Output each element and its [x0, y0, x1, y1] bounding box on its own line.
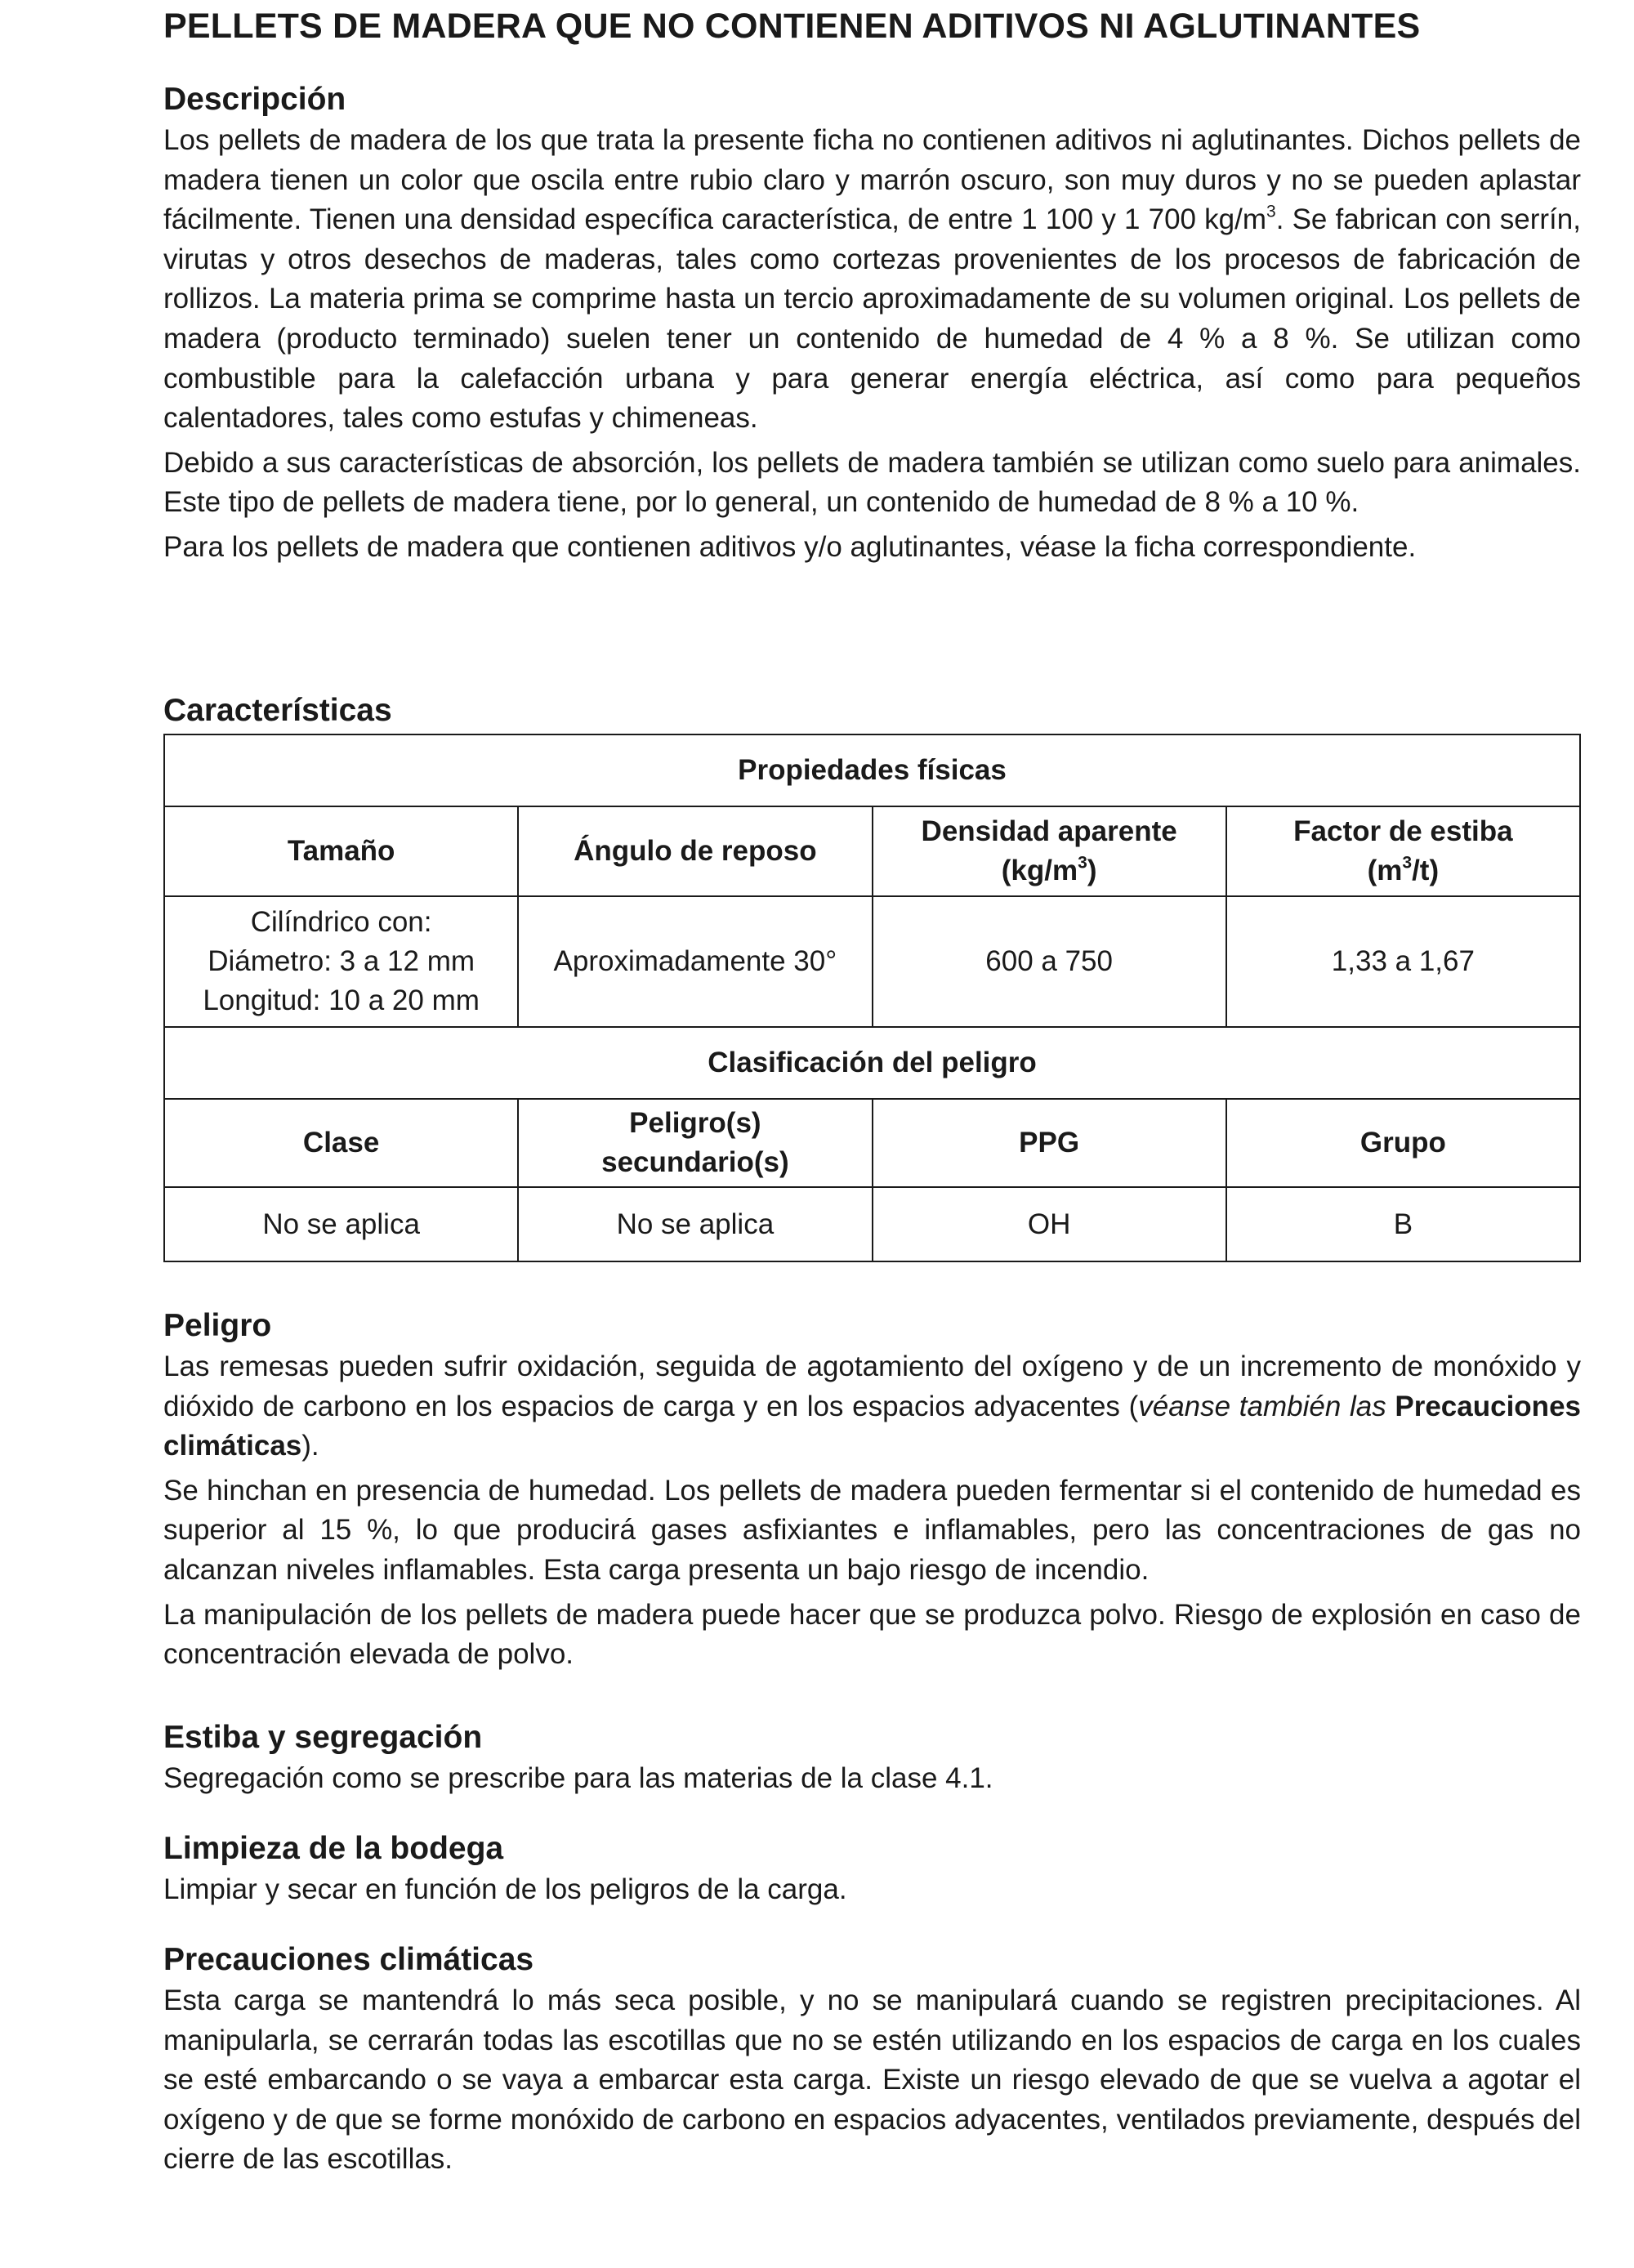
peligro-paragraph-1: Las remesas pueden sufrir oxidación, seguida de agotamiento del oxígeno y de un incremento de monóxido y dióxido de carbono en los espacios de carga y en los espacios adyacentes (véanse también las Precauciones climáticas). — [163, 1351, 1581, 1462]
value-angle-of-repose: Aproximadamente 30° — [518, 896, 872, 1027]
table-row — [164, 1027, 1580, 1099]
hazard-classification-title: Clasificación del peligro — [164, 1027, 1580, 1099]
table-row — [164, 1099, 1580, 1187]
heading-estiba: Estiba y segregación — [163, 1720, 483, 1755]
peligro-paragraph-3: La manipulación de los pellets de madera puede hacer que se produzca polvo. Riesgo de explosión en caso de concentración elevada de polvo. — [163, 1598, 1581, 1671]
characteristics-table — [163, 734, 1581, 1262]
descripcion-paragraph-2: Debido a sus características de absorción, los pellets de madera también se utilizan como suelo para animales. Este tipo de pellets de madera tiene, por lo general, un contenido de humedad de 8 % a 10 %. — [163, 446, 1581, 519]
table-row — [164, 806, 1580, 896]
header-secondary-hazards: Peligro(s) secundario(s) — [518, 1099, 872, 1187]
heading-peligro: Peligro — [163, 1308, 272, 1343]
physical-properties-title: Propiedades físicas — [164, 734, 1580, 806]
peligro-paragraph-2: Se hinchan en presencia de humedad. Los pellets de madera pueden fermentar si el contenido de humedad es superior al 15 %, lo que producirá gases asfixiantes e inflamables, pero las concentraciones de gas no alcanzan niveles inflamables. Esta carga presenta un bajo riesgo de incendio. — [163, 1474, 1581, 1586]
bulk-density-label: Densidad aparente — [921, 815, 1177, 847]
superscript-3: 3 — [1266, 202, 1276, 221]
estiba-paragraph-1: Segregación como se prescribe para las materias de la clase 4.1. — [163, 1762, 993, 1794]
header-angle-of-repose: Ángulo de reposo — [518, 806, 872, 896]
section-limpieza — [163, 1828, 1581, 1910]
value-size: Cilíndrico con: Diámetro: 3 a 12 mm Longitud: 10 a 20 mm — [164, 896, 518, 1027]
header-bulk-density — [873, 806, 1226, 896]
header-size: Tamaño — [164, 806, 518, 896]
stowage-factor-unit: $(m^3/t)$ — [1367, 853, 1440, 886]
section-peligro — [163, 1305, 1581, 1675]
table-row — [164, 734, 1580, 806]
stowage-factor-label: Factor de estiba — [1293, 815, 1513, 847]
value-class: No se aplica — [164, 1187, 518, 1261]
section-estiba — [163, 1717, 1581, 1799]
section-caracteristicas — [163, 690, 1581, 732]
header-group: Grupo — [1226, 1099, 1580, 1187]
heading-limpieza: Limpieza de la bodega — [163, 1831, 504, 1866]
limpieza-paragraph-1: Limpiar y secar en función de los peligros de la carga. — [163, 1873, 847, 1905]
precauciones-paragraph-1: Esta carga se mantendrá lo más seca posible, y no se manipulará cuando se registren precipitaciones. Al manipularla, se cerrarán todas las escotillas que no se estén utilizando en los espacios de carga en los cuales se esté embarcando o se vaya a embarcar esta carga. Existe un riesgo elevado de que se vuelva a agotar el oxígeno y de que se forme monóxido de carbono en espacios adyacentes, ventilados previamente, después del cierre de las escotillas. — [163, 1984, 1581, 2176]
header-stowage-factor — [1226, 806, 1580, 896]
descripcion-p1-text-a: Los pellets de madera de los que trata la presente ficha no contienen aditivos ni aglutinantes. Dichos pellets de madera tienen un color que oscila entre rubio claro y marrón oscuro, son muy duros y no se pueden aplastar fácilmente. Tienen una densidad específica característica, de entre 1 100 y 1 700 kg/m — [163, 124, 1581, 236]
table-row — [164, 896, 1580, 1027]
bulk-density-unit: $(kg/m^3)$ — [1001, 853, 1097, 886]
descripcion-paragraph-3: Para los pellets de madera que contienen aditivos y/o aglutinantes, véase la ficha correspondiente. — [163, 530, 1417, 563]
value-group: B — [1226, 1187, 1580, 1261]
section-descripcion — [163, 78, 1581, 568]
value-bulk-density: 600 a 750 — [873, 896, 1226, 1027]
value-ppg: OH — [873, 1187, 1226, 1261]
table-row — [164, 1187, 1580, 1261]
peligro-bold-ref: Precauciones climáticas — [163, 1390, 1581, 1462]
page-title: PELLETS DE MADERA QUE NO CONTIENEN ADITIVOS NI AGLUTINANTES — [163, 7, 1421, 46]
header-class: Clase — [164, 1099, 518, 1187]
value-secondary-hazards: No se aplica — [518, 1187, 872, 1261]
heading-precauciones: Precauciones climáticas — [163, 1942, 534, 1977]
descripcion-p1-text-b: . Se fabrican con serrín, virutas y otros desechos de maderas, tales como cortezas provenientes de los procesos de fabricación de rollizos. La materia prima se comprime hasta un tercio aproximadamente de su volumen original. Los pellets de madera (producto terminado) suelen tener un contenido de humedad de 4 % a 8 %. Se utilizan como combustible para la calefacción urbana y para generar energía eléctrica, así como para pequeños calentadores, tales como estufas y chimeneas. — [163, 203, 1581, 435]
value-stowage-factor: 1,33 a 1,67 — [1226, 896, 1580, 1027]
descripcion-paragraph-1 — [163, 121, 1581, 439]
header-ppg: PPG — [873, 1099, 1226, 1187]
section-precauciones — [163, 1939, 1581, 2180]
heading-descripcion: Descripción — [163, 82, 346, 117]
peligro-italic-ref: véanse también las — [1138, 1390, 1386, 1422]
heading-caracteristicas: Características — [163, 693, 392, 728]
